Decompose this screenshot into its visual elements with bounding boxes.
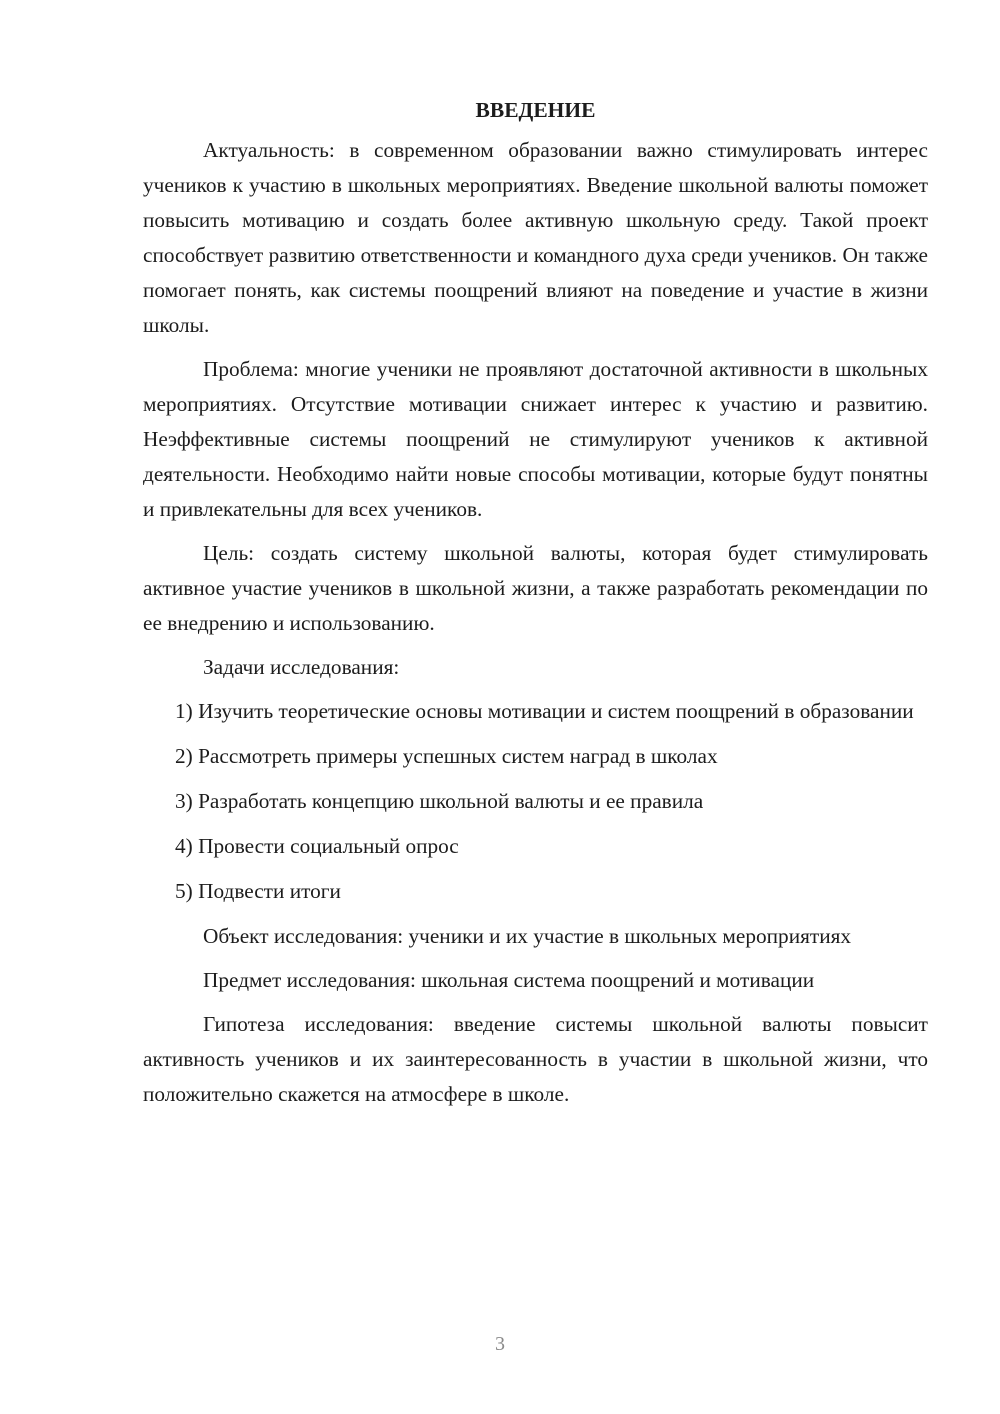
paragraph-hypothesis: Гипотеза исследования: введение системы школьной валюты повысит активность учеников и их заинтересованность в участии в школьной жизни, что положительно скажется на атмосфере в школе. [143, 1012, 928, 1106]
tasks-heading: Задачи исследования: [203, 655, 400, 679]
paragraph-goal: Цель: создать систему школьной валюты, которая будет стимулировать активное участие учеников в школьной жизни, а также разработать рекомендации по ее внедрению и использованию. [143, 541, 928, 635]
task-item-1: 1) Изучить теоретические основы мотивации и систем поощрений в образовании [175, 699, 914, 723]
page-number: 3 [495, 1333, 505, 1355]
task-item-4: 4) Провести социальный опрос [175, 834, 459, 858]
document-page [143, 96, 928, 1121]
paragraph-object: Объект исследования: ученики и их участие в школьных мероприятиях [203, 924, 852, 948]
paragraph-problem: Проблема: многие ученики не проявляют достаточной активности в школьных мероприятиях. Отсутствие мотивации снижает интерес к участию и развитию. Неэффективные системы поощрений не стимулируют учеников к активной деятельности. Необходимо найти новые способы мотивации, которые будут понятны и привлекательны для всех учеников. [143, 357, 928, 521]
task-item-5: 5) Подвести итоги [175, 879, 341, 903]
paragraph-relevance: Актуальность: в современном образовании важно стимулировать интерес учеников к участию в школьных мероприятиях. Введение школьной валюты поможет повысить мотивацию и создать более активную школьную среду. Такой проект способствует развитию ответственности и командного духа среди учеников. Он также помогает понять, как системы поощрений влияют на поведение и участие в жизни школы. [143, 138, 928, 337]
task-item-2: 2) Рассмотреть примеры успешных систем наград в школах [175, 744, 718, 768]
paragraph-subject: Предмет исследования: школьная система поощрений и мотивации [203, 968, 815, 992]
section-title: ВВЕДЕНИЕ [475, 98, 596, 122]
task-item-3: 3) Разработать концепцию школьной валюты и ее правила [175, 789, 704, 813]
